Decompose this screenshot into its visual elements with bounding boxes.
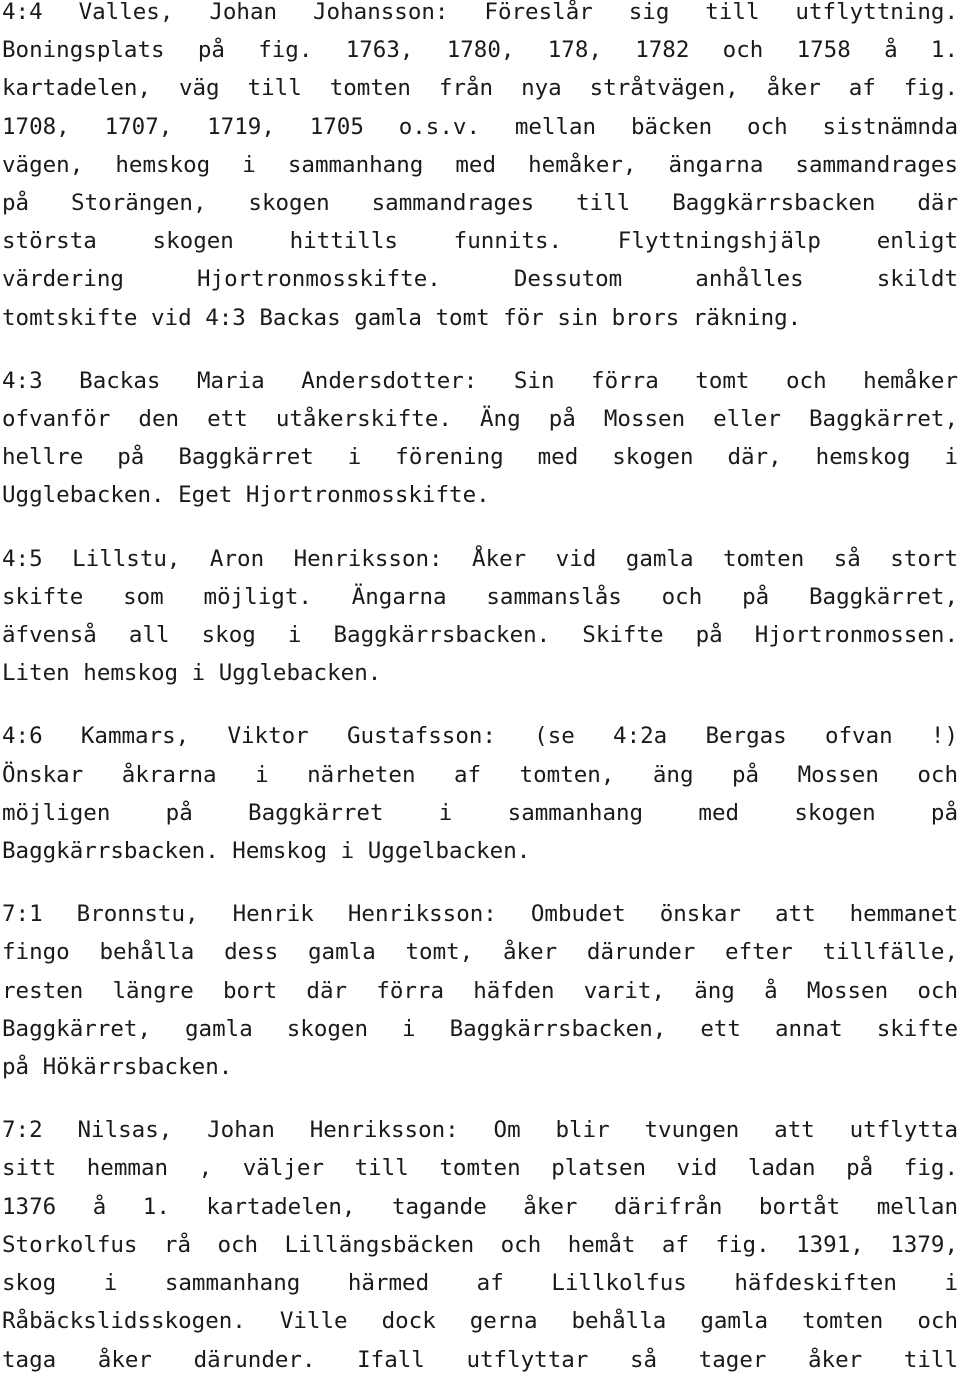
text-line: skog i sammanhang härmed af Lillkolfus häfdeskiften i <box>2 1270 958 1297</box>
paragraph-4-3-backas <box>2 362 958 515</box>
text-line: fingo behålla dess gamla tomt, åker därunder efter tillfälle, <box>2 939 958 966</box>
text-line: kartadelen, väg till tomten från nya stråtvägen, åker af fig. <box>2 75 958 102</box>
paragraph-7-1-bronnstu <box>2 895 958 1086</box>
text-line: sitt hemman , väljer till tomten platsen vid ladan på fig. <box>2 1155 958 1182</box>
text-line: värdering Hjortronmosskifte. Dessutom anhålles skildt <box>2 266 958 293</box>
text-line: Boningsplats på fig. 1763, 1780, 178, 1782 och 1758 å 1. <box>2 37 958 64</box>
paragraph-4-4-valles <box>2 0 958 337</box>
text-line: möjligen på Baggkärret i sammanhang med skogen på <box>2 799 958 826</box>
text-line: vägen, hemskog i sammanhang med hemåker, ängarna sammandrages <box>2 151 958 178</box>
text-line: Baggkärrsbacken. Hemskog i Uggelbacken. <box>2 838 531 865</box>
text-line: största skogen hittills funnits. Flyttningshjälp enligt <box>2 228 958 255</box>
paragraph-4-5-lillstu <box>2 540 958 693</box>
text-line: skifte som möjligt. Ängarna sammanslås och på Baggkärret, <box>2 583 958 610</box>
text-line: taga åker därunder. Ifall utflyttar så tager åker till <box>2 1346 958 1373</box>
text-line: 1708, 1707, 1719, 1705 o.s.v. mellan bäcken och sistnämnda <box>2 113 958 140</box>
text-line: ofvanför den ett utåkerskifte. Äng på Mossen eller Baggkärret, <box>2 406 958 433</box>
text-line: 7:1 Bronnstu, Henrik Henriksson: Ombudet önskar att hemmanet <box>2 901 958 928</box>
paragraph-7-2-nilsas <box>2 1111 958 1375</box>
text-line: 4:5 Lillstu, Aron Henriksson: Åker vid gamla tomten så stort <box>2 545 958 572</box>
text-line: Liten hemskog i Ugglebacken. <box>2 660 382 687</box>
text-line: resten längre bort där förra häfden varit, äng å Mossen och <box>2 977 958 1004</box>
text-line: Råbäckslidsskogen. Ville dock gerna behålla gamla tomten och <box>2 1308 958 1335</box>
text-line: hellre på Baggkärret i förening med skogen där, hemskog i <box>2 444 958 471</box>
text-line: 4:6 Kammars, Viktor Gustafsson: (se 4:2a Bergas ofvan !) <box>2 723 958 750</box>
text-line: 4:4 Valles, Johan Johansson: Föreslår sig till utflyttning. <box>2 0 958 25</box>
text-line: Ugglebacken. Eget Hjortronmosskifte. <box>2 482 490 509</box>
text-line: äfvenså all skog i Baggkärrsbacken. Skifte på Hjortronmossen. <box>2 622 958 649</box>
text-line: Önskar åkrarna i närheten af tomten, äng på Mossen och <box>2 761 958 788</box>
text-line: 7:2 Nilsas, Johan Henriksson: Om blir tvungen att utflytta <box>2 1117 958 1144</box>
paragraph-4-6-kammars <box>2 717 958 870</box>
text-line: 1376 å 1. kartadelen, tagande åker därifrån bortåt mellan <box>2 1193 958 1220</box>
text-line: tomtskifte vid 4:3 Backas gamla tomt för sin brors räkning. <box>2 304 802 331</box>
text-line: 4:3 Backas Maria Andersdotter: Sin förra tomt och hemåker <box>2 367 958 394</box>
text-line: Storkolfus rå och Lillängsbäcken och hemåt af fig. 1391, 1379, <box>2 1231 958 1258</box>
text-line: Baggkärret, gamla skogen i Baggkärrsbacken, ett annat skifte <box>2 1015 958 1042</box>
text-line: på Storängen, skogen sammandrages till Baggkärrsbacken där <box>2 190 958 217</box>
text-line: på Hökärrsbacken. <box>2 1054 233 1081</box>
